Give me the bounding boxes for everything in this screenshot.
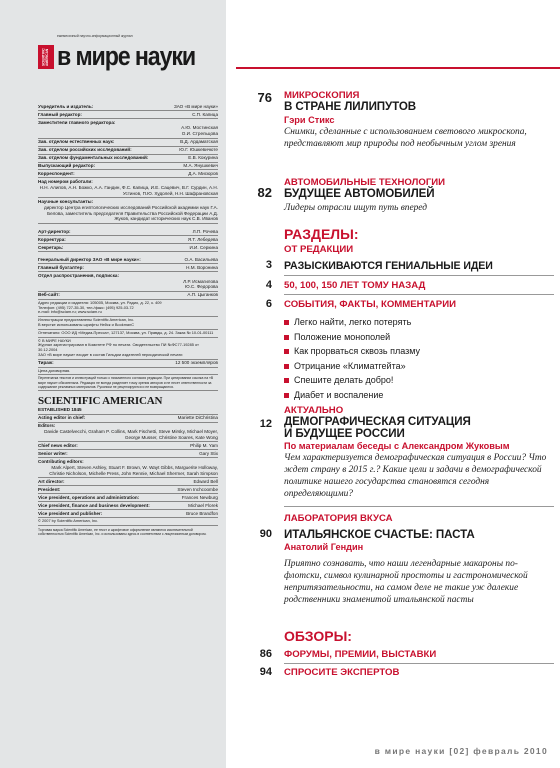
staff-name: Frances Newburg	[181, 494, 218, 500]
news-bullet-item[interactable]	[284, 332, 390, 343]
staff-name: И.И. Серкина	[189, 244, 218, 250]
bullet-text: Положение монополей	[294, 331, 391, 342]
article-description: Снимки, сделанные с использованием светового микроскопа, представляют мир природы под необычным углом зрения	[284, 127, 527, 149]
article-author: По материалам беседы с Александром Жуковым	[284, 441, 510, 451]
consultants-text: директор Центра египтологических исследований Российской академии наук Г.А. Белова, заместитель председателя Правительства Российской Федерации А.Д. Жуков, кандидат исторических наук С.В. Иванов	[43, 204, 218, 222]
page-number: 94	[259, 666, 272, 678]
bullet-square-icon	[284, 378, 289, 383]
staff-row	[38, 458, 218, 478]
staff-role: Секретарь:	[38, 244, 64, 250]
staff-name: Philip M. Yam	[190, 443, 218, 449]
toc-title: СПРОСИТЕ ЭКСПЕРТОВ	[284, 667, 400, 678]
staff-role: Главный редактор:	[38, 111, 82, 117]
toc-title: ФОРУМЫ, ПРЕМИИ, ВЫСТАВКИ	[284, 649, 437, 660]
staff-name: В.Д. Ардаматская	[180, 139, 218, 145]
page-number: 76	[257, 90, 272, 105]
staff-row	[38, 228, 218, 236]
staff-row	[38, 119, 218, 139]
contents	[226, 0, 560, 768]
staff-role: Веб-сайт:	[38, 292, 60, 298]
staff-row	[38, 292, 218, 300]
article-description: Чем характеризуется демографическая ситуация в России? Что ждет страну в 2015 г.? Какие цели и задачи в демографической политике нашего государства становятся сегодня определяющими?	[284, 453, 547, 499]
bullet-square-icon	[284, 320, 289, 325]
staff-row	[38, 478, 218, 486]
trademark-note: Торговая марка Scientific American, ее текст и шрифтовое оформление являются исключительной собственностью Scientific American, Inc. и использованы здесь в соответствии с лицензионным договором.	[38, 527, 207, 536]
staff-role: Корреспондент:	[38, 171, 75, 177]
page-number: 82	[257, 185, 272, 200]
staff-name: Ю.Г. Юшкевичюте	[179, 147, 218, 153]
staff-name: Л.П. Рочева	[192, 228, 218, 234]
staff-role: Contributing editors:	[38, 459, 84, 464]
staff-role: Chief news editor:	[38, 443, 78, 449]
staff-name: С.П. Капица	[192, 111, 218, 117]
staff-role: Зав. отделом российских исследований:	[38, 147, 132, 153]
staff-row	[38, 502, 218, 510]
staff-role: Vice president, finance and business development:	[38, 502, 150, 508]
staff-role: Отдел распространения, подписка:	[38, 272, 119, 278]
article-author: Гэри Стикс	[284, 115, 335, 125]
staff-row	[38, 423, 218, 443]
bullet-text: Спешите делать добро!	[294, 375, 394, 385]
staff-row	[38, 163, 218, 171]
bullet-square-icon	[284, 364, 289, 369]
page-number: 6	[265, 298, 272, 310]
staff-role: Vice president, operations and administration:	[38, 494, 140, 500]
staff-row	[38, 256, 218, 264]
news-bullet-item[interactable]	[284, 346, 420, 357]
staff-row	[38, 486, 218, 494]
masthead	[0, 0, 226, 768]
staff-row	[38, 111, 218, 119]
staff-name: Е.В. Кокурина	[188, 155, 218, 161]
staff-role: Над номером работали:	[38, 179, 93, 185]
registration: © В МИРЕ НАУКИ Журнал зарегистрирован в Комитете РФ по печати. Свидетельство ПИ №ФС77-19285 от 30.12.2004 ЗАО «В мире науки» входит в состав Гильдии издателей периодической печати	[38, 338, 218, 360]
sections-heading: РАЗДЕЛЫ:	[284, 226, 359, 242]
staff-name: Н.М. Воронина	[186, 264, 218, 270]
staff-row	[38, 510, 218, 518]
page-number: 3	[265, 259, 272, 271]
address: Адрес редакции и издателя: 105005, Москва, ул. Радио, д. 22, к. 409 Телефон: (495) 727-35-30, тел./факс: (495) 925-03-72 e-mail: info@sciam.ru; www.sciam.ru	[38, 300, 218, 317]
masthead-tagline: ежемесячный научно-информационный журнал	[57, 34, 133, 38]
staff-row	[38, 244, 218, 252]
article-description: Лидеры отрасли ищут путь вперед	[284, 203, 427, 213]
staff-role: Учредитель и издатель:	[38, 103, 94, 109]
staff-role: Editors:	[38, 423, 56, 429]
magazine-title: в мире науки	[57, 41, 196, 71]
staff-role: President:	[38, 486, 61, 492]
legal-ru: Перепечатка текстов и иллюстраций только с письменного согласия редакции. При цитировании ссылка на «В мире науки» обязательна. Редакция не всегда разделяет точку зрения авторов и не несет ответственности за содержание рекламных материалов. Рукописи не рецензируются и не возвращаются.	[38, 375, 218, 391]
bullet-square-icon	[284, 335, 289, 340]
divider	[284, 294, 554, 295]
bullet-text: Диабет и воспаление	[294, 389, 384, 400]
staff-row	[38, 170, 218, 178]
circulation-label: Тираж:	[38, 360, 54, 366]
staff-row	[38, 272, 218, 292]
staff-role: Vice president and publisher:	[38, 510, 103, 516]
staff-list	[38, 103, 218, 198]
sa-copyright: © 2007 by Scientific American, Inc.	[38, 518, 218, 526]
staff-name: Michael Florek	[188, 502, 218, 508]
staff-role: Зав. отделом фундаментальных исследований:	[38, 155, 149, 161]
article-category: АВТОМОБИЛЬНЫЕ ТЕХНОЛОГИИ	[284, 177, 446, 188]
staff-row	[38, 415, 218, 423]
staff-row	[38, 450, 218, 458]
page-number: 4	[265, 279, 272, 291]
article-category: ЛАБОРАТОРИЯ ВКУСА	[284, 513, 393, 524]
staff-role: Выпускающий редактор:	[38, 163, 96, 169]
staff-role: Senior writer:	[38, 451, 68, 457]
staff-name: М.А. Янушкевич	[183, 163, 218, 169]
staff-name: Л.Р. Исмагилова Ю.С. Федорова	[183, 278, 218, 290]
staff-name: Edward Bell	[193, 478, 218, 484]
divider	[284, 663, 554, 664]
article-author: Анатолий Гендин	[284, 542, 364, 552]
staff-role: Главный бухгалтер:	[38, 264, 84, 270]
printed-note: Отпечатано: ООО ИД «Медиа-Пресса», 127137, Москва, ул. Правды, д. 24. Заказ № 10-01-00111	[38, 330, 218, 338]
reviews-heading: ОБЗОРЫ:	[284, 628, 352, 644]
bullet-text: Легко найти, легко потерять	[294, 317, 412, 327]
bullet-square-icon	[284, 349, 289, 354]
circulation-value: 12 500 экземпляров	[175, 360, 218, 366]
staff-role: Генеральный директор ЗАО «В мире науки»:	[38, 256, 141, 262]
toc-title: 50, 100, 150 ЛЕТ ТОМУ НАЗАД	[284, 280, 426, 291]
staff-row	[38, 494, 218, 502]
staff-list-3	[38, 256, 218, 300]
staff-name: Д.А. Мисюров	[188, 171, 218, 177]
news-bullet-item[interactable]	[284, 361, 406, 372]
staff-row	[38, 264, 218, 272]
toc-title: РАЗЫСКИВАЮТСЯ ГЕНИАЛЬНЫЕ ИДЕИ	[284, 260, 493, 272]
article-category: МИКРОСКОПИЯ	[284, 90, 360, 101]
bullet-text: Как прорваться сквозь плазму	[294, 346, 421, 356]
article-title: ИТАЛЬЯНСКОЕ СЧАСТЬЕ: ПАСТА	[284, 528, 475, 541]
staff-name: Davide Castelvecchi, Graham P. Collins, Mark Fischetti, Steve Mirsky, Michael Moyer, George Musser, Christine Soares, Kate Wong	[44, 429, 218, 441]
staff-name: А.Ю. Мостинская О.И. Стрельцова	[181, 125, 218, 137]
staff-name: Gary Stix	[199, 451, 218, 457]
article-title: БУДУЩЕЕ АВТОМОБИЛЕЙ	[284, 187, 435, 200]
scientific-american-logo: SCIENTIFIC AMERICAN	[38, 45, 54, 69]
staff-row	[38, 139, 218, 147]
staff-row	[38, 103, 218, 111]
staff-role: Art director:	[38, 478, 65, 484]
news-bullet-item[interactable]	[284, 317, 411, 328]
article-title-line-1: ДЕМОГРАФИЧЕСКАЯ СИТУАЦИЯ	[284, 415, 471, 428]
header-rule	[236, 67, 560, 69]
consultants-label: Научные консультанты:	[38, 199, 94, 205]
staff-row	[38, 155, 218, 163]
editorial-label: ОТ РЕДАКЦИИ	[284, 244, 354, 255]
divider	[284, 506, 554, 507]
article-title: В СТРАНЕ ЛИЛИПУТОВ	[284, 100, 417, 113]
article-description: Приятно сознавать, что наши легендарные макароны по-флотски, символ кулинарной простоты и гастрономической непритязательности, на самом деле не такие уж далекие родственники знаменитой итальянской пасты	[284, 559, 528, 605]
staff-name: О.А. Васильева	[184, 256, 218, 262]
staff-name: Mariette DiChristina	[177, 415, 218, 421]
staff-name: Я.Т. Лебедева	[187, 236, 218, 242]
staff-row	[38, 236, 218, 244]
illustrations-note: Иллюстрации предоставлены Scientific American, Inc. В верстке использованы шрифты Нейск и BookmanC	[38, 317, 218, 330]
staff-row	[38, 442, 218, 450]
bullet-text: Отрицание «Климатгейта»	[294, 360, 406, 371]
staff-role: Зав. отделом естественных наук:	[38, 139, 115, 145]
staff-role: Заместители главного редактора:	[38, 119, 116, 125]
circulation	[38, 360, 218, 368]
bullet-square-icon	[284, 393, 289, 398]
staff-row	[38, 147, 218, 155]
sa-staff-list	[38, 415, 218, 518]
staff-name: Bruce Brandfon	[186, 510, 218, 516]
news-bullet-item[interactable]	[284, 390, 383, 401]
page-footer: в мире науки [02] февраль 2010	[374, 746, 548, 756]
sa-established: ESTABLISHED 1845	[38, 407, 218, 415]
staff-name: ЗАО «В мире науки»	[173, 103, 218, 109]
article-title-line-2: И БУДУЩЕЕ РОССИИ	[284, 427, 405, 440]
divider	[284, 275, 554, 276]
staff-name: А.П. Цыганков	[187, 292, 218, 298]
staff-list-2	[38, 228, 218, 252]
consultants	[38, 198, 218, 224]
toc-title: СОБЫТИЯ, ФАКТЫ, КОММЕНТАРИИ	[284, 299, 456, 310]
page-number: 90	[259, 528, 272, 540]
article-category: АКТУАЛЬНО	[284, 405, 344, 416]
staff-name: Н.Н. Алипов, А.Н. Божко, А.А. Гандин, Ф.С. Капица, И.Е. Сацевич, В.Г. Сурдин, А.Н. Устинов, П.Ю. Худолей, Н.Н. Шафрановская	[39, 184, 218, 196]
staff-role: Acting editor in chief:	[38, 415, 86, 421]
staff-row	[38, 178, 218, 198]
staff-role: Корректура:	[38, 236, 66, 242]
brand	[38, 41, 218, 71]
news-bullet-item[interactable]	[284, 375, 393, 386]
sa-title: SCIENTIFIC AMERICAN	[38, 395, 163, 408]
staff-role: Арт-директор:	[38, 228, 71, 234]
staff-name: Mark Alpert, Steven Ashley, Stuart F. Brown, W. Wayt Gibbs, Marguerite Holloway, Christie Nicholson, Michelle Press, John Rennie, Michael Shermer, Sarah Simpson	[49, 464, 218, 476]
staff-name: Steven Inchcoombe	[177, 486, 218, 492]
page-number: 86	[259, 648, 272, 660]
price: Цена договорная.	[38, 368, 218, 376]
page-number: 12	[259, 418, 272, 430]
